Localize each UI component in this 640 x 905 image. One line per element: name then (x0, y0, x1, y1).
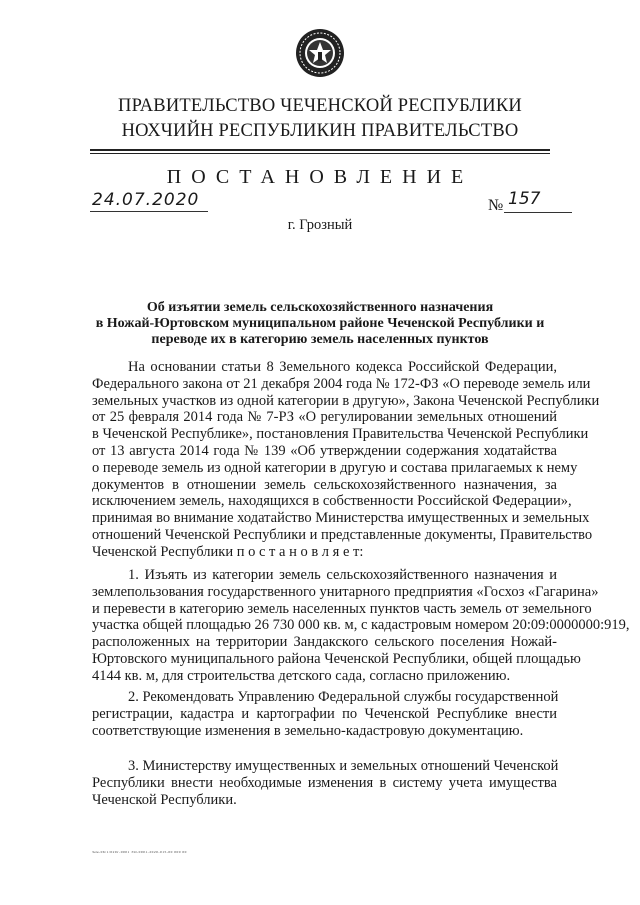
heading-line: переводе их в категорию земель населенных пунктов (151, 332, 489, 347)
government-name-chechen: НОХЧИЙН РЕСПУБЛИКИН ПРАВИТЕЛЬСТВО (121, 121, 519, 141)
text-line: участка общей площадью 26 730 000 кв. м, с кадастровым номером 20:09:0000000:919, (92, 617, 630, 634)
text-line: На основании статьи 8 Земельного кодекса Российской Федерации, (128, 359, 557, 375)
government-name-russian: ПРАВИТЕЛЬСТВО ЧЕЧЕНСКОЙ РЕСПУБЛИКИ (118, 96, 522, 116)
text-line: регистрации, кадастра и картографии по Чеченской Республике внести (92, 705, 557, 722)
clause-1-paragraph (92, 567, 630, 685)
text-line: Федерального закона от 21 декабря 2004 года № 172-ФЗ «О переводе земель или (92, 375, 591, 392)
number-underline (504, 212, 572, 213)
text-line: исключением земель, находящихся в собственности Российской Федерации», (92, 493, 572, 510)
decree-heading (60, 300, 580, 348)
text-line: 1. Изъять из категории земель сельскохозяйственного назначения и (128, 567, 557, 583)
text-line: 2. Рекомендовать Управлению Федеральной службы государственной (128, 689, 559, 705)
clause-3-paragraph (92, 758, 557, 808)
text-line: отношений Чеченской Республики и представленные документы, Правительство (92, 526, 593, 543)
number-label: № (488, 197, 504, 214)
text-line: от 25 февраля 2014 года № 7-РЗ «О регулировании земельных отношений (92, 409, 557, 426)
text-line: Республики внести необходимые изменения в систему учета имущества (92, 774, 557, 791)
heading-line: Об изъятии земель сельскохозяйственного назначения (146, 300, 494, 315)
text-line: 4144 кв. м, для строительства детского сада, согласно приложению. (92, 667, 511, 684)
preamble-paragraph (92, 359, 600, 561)
header-divider-thin (90, 153, 550, 154)
text-line: 3. Министерству имущественных и земельных отношений Чеченской (128, 758, 559, 774)
text-line: принимая во внимание ходатайство Министерства имущественных и земельных (92, 510, 590, 527)
header-divider-thick (90, 149, 550, 151)
footer-file-code: Зем-06/1/020г-0001 ЭО-0001-2020-015-00 000 00 (92, 850, 187, 854)
document-number: 157 (508, 189, 541, 209)
text-line: от 13 августа 2014 года № 139 «Об утверждении содержания ходатайства (92, 442, 557, 459)
text-line: Чеченской Республики п о с т а н о в л я е т: (92, 543, 364, 560)
text-line: землепользования государственного унитарного предприятия «Госхоз «Гагарина» (92, 583, 599, 600)
city-name: г. Грозный (287, 217, 353, 233)
heading-line: в Ножай-Юртовском муниципальном районе Чеченской Республики и (95, 316, 545, 331)
document-date: 24.07.2020 (92, 190, 200, 210)
text-line: и перевести в категорию земель населенных пунктов часть земель от земельного (92, 600, 592, 617)
coat-of-arms-emblem-icon (295, 28, 345, 78)
date-underline (90, 211, 208, 212)
text-line: соответствующие изменения в земельно-кадастровую документацию. (92, 722, 524, 739)
text-line: Чеченской Республики. (92, 791, 237, 808)
text-line: в Чеченской Республике», постановления Правительства Чеченской Республики (92, 426, 589, 443)
text-line: о переводе земель из одной категории в другую и состава прилагаемых к нему (92, 459, 578, 476)
text-line: Юртовского муниципального района Чеченской Республики, общей площадью (92, 650, 581, 667)
document-type-title: ПОСТАНОВЛЕНИЕ (166, 166, 474, 188)
clause-2-paragraph (92, 689, 557, 739)
text-line: земельных участков из одной категории в другую», Закона Чеченской Республики (92, 392, 600, 409)
text-line: документов в отношении земель сельскохозяйственного назначения, за (92, 476, 557, 493)
text-line: расположенных на территории Зандакского сельского поселения Ножай- (92, 634, 557, 651)
